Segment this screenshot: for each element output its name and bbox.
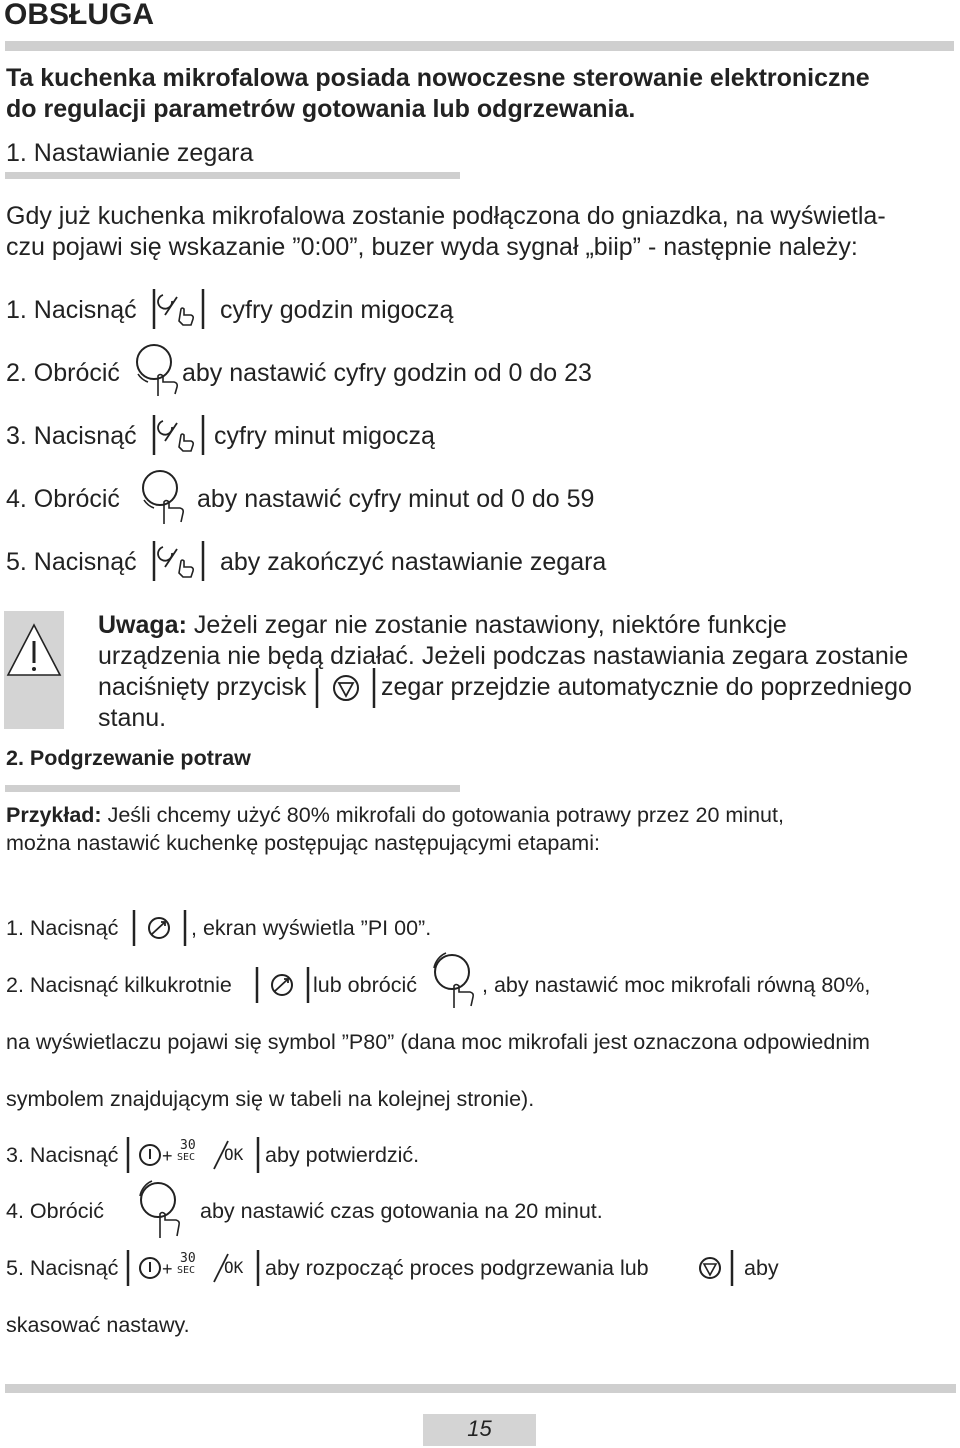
section1-heading: 1. Nastawianie zegara <box>6 139 254 167</box>
sec-label: SEC <box>177 1265 196 1276</box>
sec-label: SEC <box>177 1152 196 1163</box>
heat-step-1-text: , ekran wyświetla ”PI 00”. <box>191 916 432 940</box>
clock-step-5-text: aby zakończyć nastawianie zegara <box>220 548 607 576</box>
section1-rule <box>5 172 460 179</box>
heat-step-2-line-3: symbolem znajdującym się w tabeli na kolejnej stronie). <box>6 1087 535 1111</box>
clock-step-2-prefix: 2. Obrócić <box>6 359 120 387</box>
stop-button-icon <box>314 666 378 710</box>
page-title: OBSŁUGA <box>4 0 154 31</box>
warning-text-1: Jeżeli zegar nie zostanie nastawiony, niektóre funkcje <box>193 611 787 639</box>
clock-button-icon <box>151 287 207 331</box>
example-line-1 <box>6 803 784 828</box>
rotary-knob-icon <box>130 340 186 398</box>
clock-step-4-text: aby nastawić cyfry minut od 0 do 59 <box>197 485 595 513</box>
heat-step-5-prefix: 5. Nacisnąć <box>6 1256 119 1280</box>
section2-rule <box>5 785 460 792</box>
rotary-knob-icon <box>136 466 192 528</box>
clock-button-icon <box>151 413 207 457</box>
heat-step-3-text: aby potwierdzić. <box>265 1143 420 1167</box>
example-text-1: Jeśli chcemy użyć 80% mikrofali do gotowania potrawy przez 20 minut, <box>107 803 784 827</box>
footer-rule <box>5 1384 956 1393</box>
heat-step-5-text: aby rozpocząć proces podgrzewania lub <box>265 1256 649 1280</box>
heat-step-3-prefix: 3. Nacisnąć <box>6 1143 119 1167</box>
plus-label: + <box>162 1259 173 1279</box>
example-label: Przykład: <box>6 803 102 827</box>
power-button-icon <box>254 965 312 1005</box>
clock-step-5-prefix: 5. Nacisnąć <box>6 548 137 576</box>
plus-label: + <box>162 1146 173 1166</box>
ok-label: OK <box>224 1258 244 1277</box>
warning-line-4: stanu. <box>98 704 167 732</box>
heat-step-2-line-2: na wyświetlaczu pojawi się symbol ”P80” (dana moc mikrofali jest oznaczona odpowiednim <box>6 1030 870 1054</box>
clock-step-2-text: aby nastawić cyfry godzin od 0 do 23 <box>182 359 592 387</box>
warning-icon <box>4 611 64 729</box>
example-line-2: można nastawić kuchenkę postępując następującymi etapami: <box>6 831 600 855</box>
thirty-label: 30 <box>180 1138 196 1153</box>
warning-label: Uwaga: <box>98 611 187 639</box>
intro-line-2: do regulacji parametrów gotowania lub odgrzewania. <box>6 95 636 123</box>
clock-step-1-prefix: 1. Nacisnąć <box>6 296 137 324</box>
heat-step-2-text: , aby nastawić moc mikrofali równą 80%, <box>482 973 871 997</box>
warning-line-3a: naciśnięty przycisk <box>98 673 307 701</box>
page-number: 15 <box>467 1416 492 1441</box>
heat-step-1-prefix: 1. Nacisnąć <box>6 916 119 940</box>
ok-label: OK <box>224 1145 244 1164</box>
intro-line-1: Ta kuchenka mikrofalowa posiada nowoczesne sterowanie elektroniczne <box>6 64 870 92</box>
heat-step-2-prefix: 2. Nacisnąć kilkukrotnie <box>6 973 232 997</box>
stop-button-icon <box>690 1248 736 1288</box>
clock-step-4-prefix: 4. Obrócić <box>6 485 120 513</box>
title-rule <box>5 41 954 51</box>
thirty-label: 30 <box>180 1251 196 1266</box>
clock-step-3-text: cyfry minut migoczą <box>214 422 435 450</box>
heat-step-2-mid: lub obrócić <box>313 973 417 997</box>
power-button-icon <box>131 908 189 948</box>
rotary-knob-icon <box>130 1178 188 1242</box>
clock-button-icon <box>151 539 207 583</box>
heat-step-4-prefix: 4. Obrócić <box>6 1199 104 1223</box>
warning-line-2: urządzenia nie będą działać. Jeżeli podczas nastawiania zegara zostanie <box>98 642 909 670</box>
clock-step-3-prefix: 3. Nacisnąć <box>6 422 137 450</box>
heat-step-5-tail: aby <box>744 1256 779 1280</box>
rotary-knob-icon <box>424 950 482 1012</box>
section1-paragraph-line-2: czu pojawi się wskazanie ”0:00”, buzer wyda sygnał „biip” - następnie należy: <box>6 233 858 261</box>
heat-step-4-text: aby nastawić czas gotowania na 20 minut. <box>200 1199 603 1223</box>
section1-paragraph-line-1: Gdy już kuchenka mikrofalowa zostanie podłączona do gniazdka, na wyświetla- <box>6 202 886 230</box>
clock-step-1-text: cyfry godzin migoczą <box>220 296 454 324</box>
warning-line-1 <box>98 611 787 640</box>
heat-step-5-line-2: skasować nastawy. <box>6 1313 190 1337</box>
warning-line-3b: zegar przejdzie automatycznie do poprzedniego <box>381 673 912 701</box>
section2-heading: 2. Podgrzewanie potraw <box>6 746 251 770</box>
